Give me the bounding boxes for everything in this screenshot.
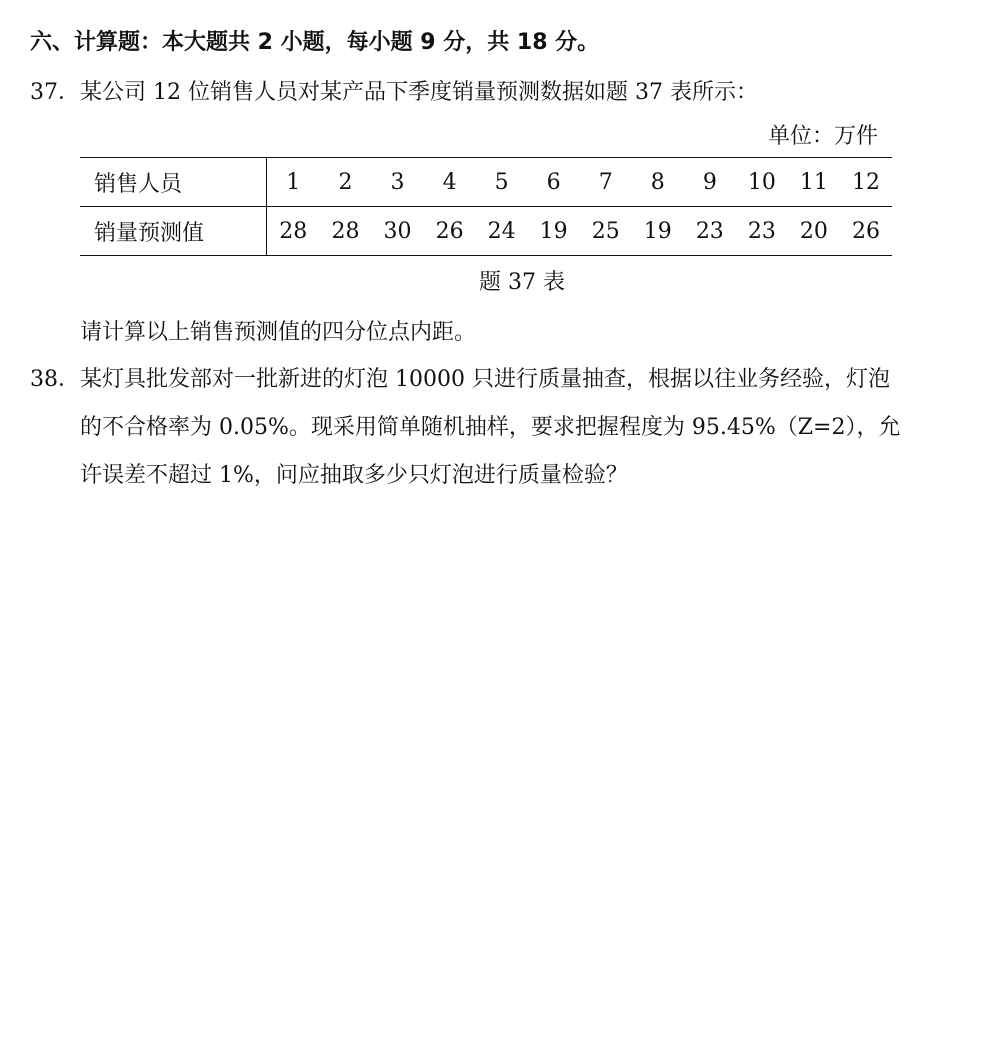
question-38-line-1: 38．某灯具批发部对一批新进的灯泡 10000 只进行质量抽查，根据以往业务经验，灯泡: [30, 367, 890, 392]
question-37-stem: 37．某公司 12 位销售人员对某产品下季度销量预测数据如题 37 表所示：: [30, 80, 758, 105]
table-cell: 23: [736, 207, 788, 256]
table-cell: 7: [580, 158, 632, 207]
table-cell: 26: [424, 207, 476, 256]
sales-forecast-table: [80, 157, 892, 256]
table-caption: 题 37 表: [479, 270, 565, 295]
table-cell: 1: [267, 158, 320, 207]
table-cell: 19: [528, 207, 580, 256]
table-cell: 19: [632, 207, 684, 256]
table-cell: 28: [267, 207, 320, 256]
table-cell: 8: [632, 158, 684, 207]
table-cell: 25: [580, 207, 632, 256]
table-cell: 5: [476, 158, 528, 207]
row-label-salesperson: 销售人员: [80, 158, 267, 207]
table-cell: 9: [684, 158, 736, 207]
table-cell: 12: [840, 158, 892, 207]
table-cell: 24: [476, 207, 528, 256]
table-cell: 4: [424, 158, 476, 207]
table-cell: 23: [684, 207, 736, 256]
table-cell: 3: [372, 158, 424, 207]
table-row-forecast: [80, 207, 892, 256]
section-title: 六、计算题：本大题共 2 小题，每小题 9 分，共 18 分。: [30, 30, 600, 55]
table-cell: 26: [840, 207, 892, 256]
table-cell: 30: [372, 207, 424, 256]
row-label-forecast: 销量预测值: [80, 207, 267, 256]
table-cell: 20: [788, 207, 840, 256]
table-cell: 6: [528, 158, 580, 207]
question-38-line-2: 的不合格率为 0.05%。现采用简单随机抽样，要求把握程度为 95.45%（Z=2），允: [80, 415, 901, 440]
table-cell: 2: [319, 158, 371, 207]
table-cell: 28: [319, 207, 371, 256]
table-cell: 11: [788, 158, 840, 207]
table-unit: 单位：万件: [768, 124, 879, 149]
question-37-ask: 请计算以上销售预测值的四分位点内距。: [80, 320, 477, 345]
table-cell: 10: [736, 158, 788, 207]
table-row-salesperson: [80, 158, 892, 207]
question-38-line-3: 许误差不超过 1%，问应抽取多少只灯泡进行质量检验？: [80, 463, 628, 488]
